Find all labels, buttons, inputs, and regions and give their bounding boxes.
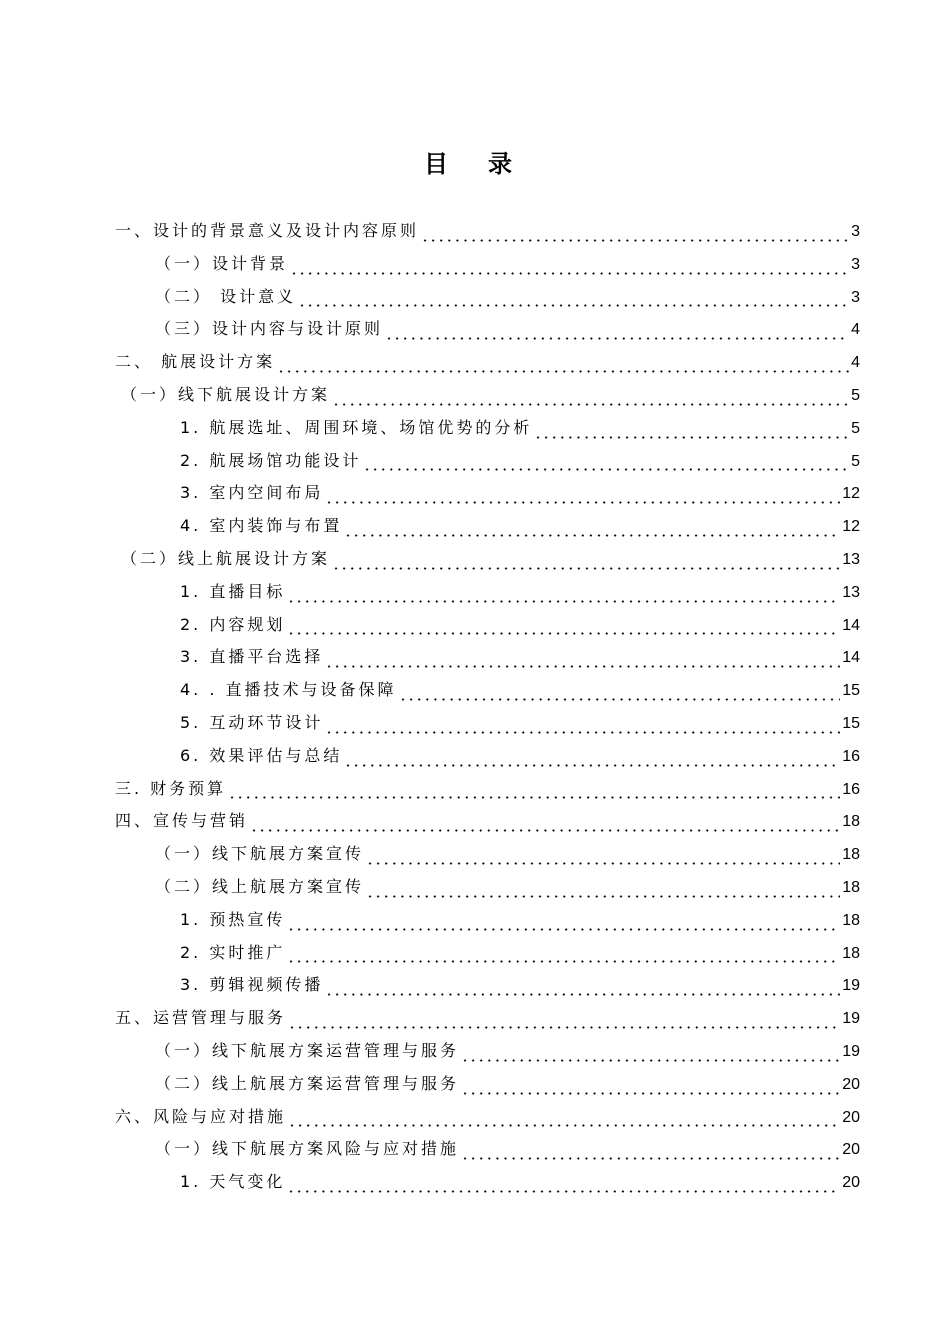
- toc-entry-label: 4. . 直播技术与设备保障: [180, 680, 397, 700]
- dot-leader: [332, 392, 849, 406]
- toc-entry-page-number: 4: [851, 354, 860, 372]
- toc-entry-label: （一）线下航展方案风险与应对措施: [155, 1139, 460, 1159]
- dot-leader: [461, 1048, 840, 1062]
- toc-entry-page-number: 3: [851, 288, 860, 306]
- dot-leader: [399, 687, 841, 701]
- toc-entry-page-number: 13: [842, 550, 860, 568]
- dot-leader: [277, 359, 849, 373]
- toc-entry-page-number: 3: [851, 223, 860, 240]
- dot-leader: [325, 982, 840, 996]
- toc-entry[interactable]: [115, 513, 860, 546]
- toc-entry-page-number: 19: [842, 977, 860, 995]
- toc-entry-page-number: 18: [842, 846, 860, 864]
- toc-entry[interactable]: [115, 644, 860, 677]
- toc-entry-page-number: 14: [842, 616, 860, 634]
- toc-entry[interactable]: [115, 546, 860, 579]
- toc-entry[interactable]: [115, 874, 860, 907]
- toc-entry[interactable]: [115, 579, 860, 612]
- toc-entry[interactable]: [115, 284, 860, 317]
- toc-entry[interactable]: [115, 677, 860, 710]
- dot-leader: [290, 261, 849, 275]
- toc-entry[interactable]: [115, 316, 860, 349]
- toc-entry-page-number: 16: [842, 747, 860, 765]
- toc-entry-label: 五、运营管理与服务: [115, 1008, 287, 1028]
- table-of-contents: [115, 218, 860, 1202]
- dot-leader: [366, 884, 840, 898]
- toc-entry[interactable]: [115, 1005, 860, 1038]
- toc-entry-page-number: 13: [842, 583, 860, 601]
- toc-entry[interactable]: [115, 382, 860, 415]
- dot-leader: [228, 785, 840, 799]
- toc-entry-page-number: 5: [851, 452, 860, 470]
- dot-leader: [287, 917, 840, 931]
- toc-entry-label: 1. 天气变化: [180, 1172, 286, 1192]
- toc-entry-label: 2. 内容规划: [180, 614, 286, 634]
- toc-entry[interactable]: [115, 349, 860, 382]
- toc-entry-page-number: 12: [842, 518, 860, 536]
- toc-entry[interactable]: [115, 251, 860, 284]
- toc-entry-label: （二）线上航展方案运营管理与服务: [155, 1073, 460, 1093]
- dot-leader: [287, 1179, 840, 1193]
- toc-entry[interactable]: [115, 841, 860, 874]
- dot-leader: [332, 556, 840, 570]
- toc-entry[interactable]: [115, 1136, 860, 1169]
- toc-entry-page-number: 19: [842, 1042, 860, 1060]
- page-title: 目录: [424, 150, 552, 178]
- toc-entry-label: 3. 剪辑视频传播: [180, 975, 324, 995]
- toc-entry-page-number: 5: [851, 419, 860, 437]
- toc-entry-page-number: 20: [842, 1141, 860, 1159]
- dot-leader: [344, 753, 840, 767]
- toc-entry-page-number: 15: [842, 714, 860, 732]
- toc-entry[interactable]: [115, 448, 860, 481]
- dot-leader: [325, 490, 840, 504]
- toc-entry[interactable]: [115, 1038, 860, 1071]
- toc-entry-page-number: 19: [842, 1010, 860, 1028]
- dot-leader: [325, 720, 840, 734]
- toc-entry[interactable]: [115, 940, 860, 973]
- toc-entry[interactable]: [115, 743, 860, 776]
- dot-leader: [287, 949, 840, 963]
- toc-entry-label: 2. 实时推广: [180, 942, 286, 962]
- toc-entry-label: 1. 预热宣传: [180, 909, 286, 929]
- toc-entry-label: 1. 直播目标: [180, 581, 286, 601]
- toc-entry-label: 1. 航展选址、周围环境、场馆优势的分析: [180, 417, 533, 437]
- dot-leader: [298, 293, 849, 307]
- toc-entry-page-number: 5: [851, 386, 860, 404]
- dot-leader: [421, 228, 849, 242]
- toc-entry-label: （三）设计内容与设计原则: [155, 319, 384, 339]
- toc-entry-label: （一）线下航展方案宣传: [155, 844, 365, 864]
- toc-entry-label: 6. 效果评估与总结: [180, 745, 343, 765]
- toc-entry[interactable]: [115, 1104, 860, 1137]
- toc-entry-page-number: 4: [851, 321, 860, 339]
- toc-entry[interactable]: [115, 1071, 860, 1104]
- toc-entry-label: 三. 财务预算: [115, 778, 227, 798]
- toc-entry-label: （二）线上航展设计方案: [121, 548, 331, 568]
- toc-entry-page-number: 20: [842, 1108, 860, 1126]
- dot-leader: [325, 654, 840, 668]
- toc-entry-label: 5. 互动环节设计: [180, 712, 324, 732]
- toc-entry-page-number: 15: [842, 682, 860, 700]
- dot-leader: [461, 1146, 840, 1160]
- dot-leader: [366, 851, 840, 865]
- dot-leader: [250, 818, 840, 832]
- toc-entry-label: 2. 航展场馆功能设计: [180, 450, 362, 470]
- toc-entry-label: 一、设计的背景意义及设计内容原则: [115, 221, 420, 240]
- toc-entry[interactable]: [115, 776, 860, 809]
- toc-entry[interactable]: [115, 907, 860, 940]
- dot-leader: [385, 326, 849, 340]
- dot-leader: [363, 457, 849, 471]
- toc-entry-label: 四、宣传与营销: [115, 811, 249, 831]
- toc-entry-page-number: 16: [842, 780, 860, 798]
- toc-entry-label: （一）设计背景: [155, 253, 289, 273]
- toc-entry[interactable]: [115, 808, 860, 841]
- toc-entry-label: 3. 室内空间布局: [180, 483, 324, 503]
- toc-entry-page-number: 18: [842, 813, 860, 831]
- toc-entry[interactable]: [115, 972, 860, 1005]
- toc-entry[interactable]: [115, 415, 860, 448]
- dot-leader: [344, 523, 840, 537]
- toc-entry-label: （一）线下航展方案运营管理与服务: [155, 1040, 460, 1060]
- toc-entry-label: 3. 直播平台选择: [180, 647, 324, 667]
- toc-entry-label: （二） 设计意义: [155, 286, 297, 306]
- toc-entry[interactable]: [115, 218, 860, 251]
- toc-entry[interactable]: [115, 480, 860, 513]
- dot-leader: [287, 589, 840, 603]
- toc-entry-page-number: 3: [851, 255, 860, 273]
- toc-entry-label: 六、风险与应对措施: [115, 1106, 287, 1126]
- toc-entry-label: （一）线下航展设计方案: [121, 384, 331, 404]
- dot-leader: [461, 1081, 840, 1095]
- toc-entry-label: 二、 航展设计方案: [115, 352, 276, 372]
- toc-entry-label: （二）线上航展方案宣传: [155, 876, 365, 896]
- dot-leader: [534, 425, 849, 439]
- toc-entry-page-number: 20: [842, 1174, 860, 1192]
- toc-entry-page-number: 18: [842, 878, 860, 896]
- toc-entry[interactable]: [115, 1169, 860, 1202]
- dot-leader: [288, 1113, 840, 1127]
- toc-entry-page-number: 20: [842, 1075, 860, 1093]
- toc-entry-page-number: 14: [842, 649, 860, 667]
- toc-entry[interactable]: [115, 710, 860, 743]
- toc-entry-label: 4. 室内装饰与布置: [180, 516, 343, 536]
- toc-entry-page-number: 12: [842, 485, 860, 503]
- toc-entry[interactable]: [115, 612, 860, 645]
- toc-entry-page-number: 18: [842, 911, 860, 929]
- dot-leader: [287, 621, 840, 635]
- toc-entry-page-number: 18: [842, 944, 860, 962]
- dot-leader: [288, 1015, 840, 1029]
